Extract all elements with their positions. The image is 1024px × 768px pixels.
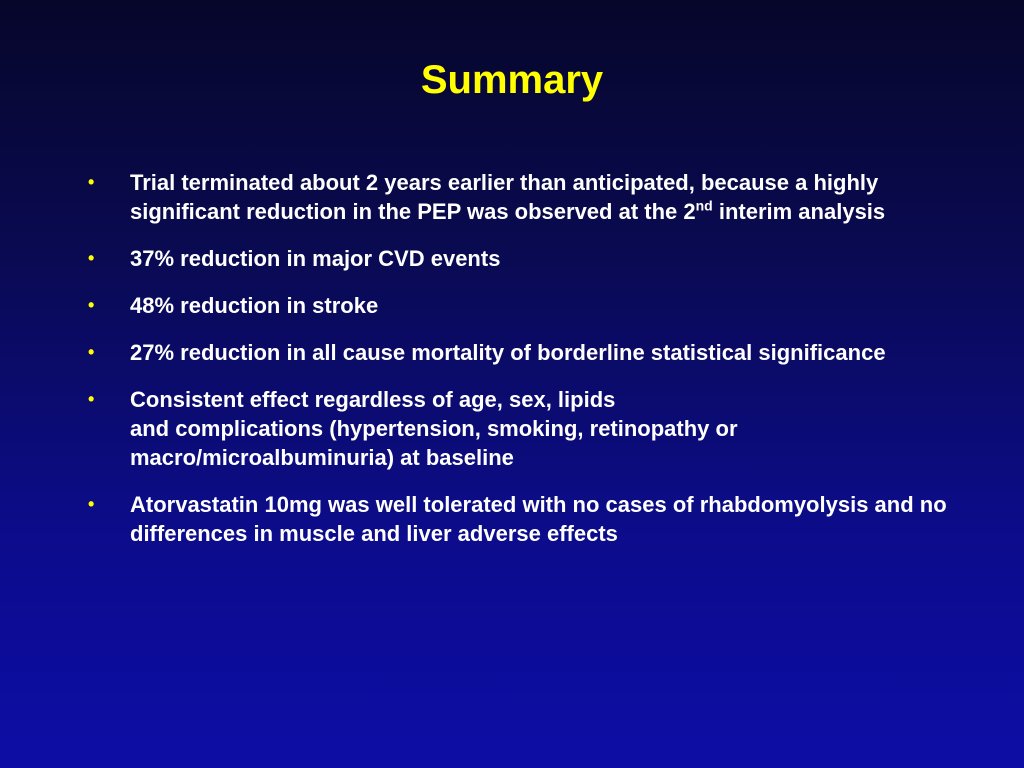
- bullet-list: [88, 168, 968, 566]
- bullet-icon: •: [88, 172, 95, 192]
- bullet-item: [88, 338, 968, 367]
- bullet-text-line: and complications (hypertension, smoking, retinopathy or macro/microalbuminuria) at baseline: [130, 416, 738, 470]
- bullet-text: 37% reduction in major CVD events: [130, 246, 501, 271]
- bullet-text-tail: interim analysis: [712, 199, 886, 224]
- ordinal-superscript: nd: [695, 197, 713, 214]
- bullet-item: [88, 244, 968, 273]
- bullet-icon: •: [88, 342, 95, 362]
- bullet-item: [88, 385, 968, 472]
- bullet-text: 48% reduction in stroke: [130, 293, 379, 318]
- bullet-icon: •: [88, 494, 95, 514]
- bullet-item: [88, 291, 968, 320]
- bullet-icon: •: [88, 295, 95, 315]
- bullet-text: Atorvastatin 10mg was well tolerated with no cases of rhabdomyolysis and no differences in muscle and liver adverse effects: [130, 492, 947, 546]
- bullet-text-line: Consistent effect regardless of age, sex, lipids: [130, 387, 616, 412]
- bullet-text-main: Trial terminated about 2 years earlier than anticipated, because a highly significant reduction in the PEP was observed at the 2: [130, 170, 879, 224]
- slide-title: Summary: [420, 58, 604, 102]
- bullet-text: [130, 387, 738, 470]
- bullet-icon: •: [88, 248, 95, 268]
- bullet-text: [130, 170, 885, 224]
- bullet-item: [88, 490, 968, 548]
- bullet-item: [88, 168, 968, 226]
- bullet-text: 27% reduction in all cause mortality of borderline statistical significance: [130, 340, 886, 365]
- bullet-icon: •: [88, 389, 95, 409]
